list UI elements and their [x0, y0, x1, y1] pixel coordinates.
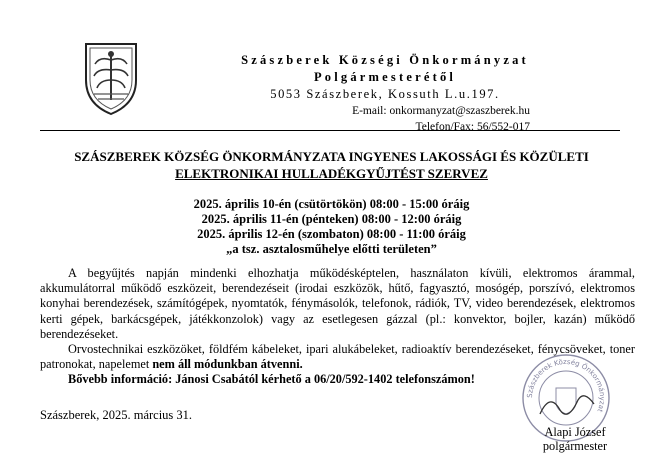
date-line: 2025. április 10-én (csütörtökön) 08:00 - 15:00 óráig [193, 197, 470, 211]
signer-name: Alapi József [544, 425, 606, 439]
email-line: E-mail: onkormanyzat@szaszberek.hu [352, 105, 530, 117]
location-line: „a tsz. asztalosműhelye előtti területen” [226, 242, 437, 256]
coat-of-arms-logo [80, 38, 142, 118]
announcement-title [0, 148, 663, 182]
contact-info: Bővebb információ: Jánosi Csabától kérhető a 06/20/592-1402 telefonszámon! [68, 372, 475, 387]
org-subtitle: Polgármesterétől [313, 70, 457, 84]
stamp-text: Szászberek Község Önkormányzat [525, 357, 607, 414]
rejected-items-text: Orvostechnikai eszközöket, földfém kábeleket, ipari alukábeleket, radioaktív berendezéseket, fénycsöveket, toner patronokat, napelemet [40, 342, 635, 372]
org-name: Szászberek Községi Önkormányzat [241, 53, 529, 67]
collection-dates [0, 197, 663, 257]
header-divider [40, 130, 620, 131]
title-line-1: SZÁSZBEREK KÖZSÉG ÖNKORMÁNYZATA INGYENES LAKOSSÁGI ÉS KÖZÜLETI [74, 149, 589, 164]
phone-line: Telefon/Fax: 56/552-017 [415, 121, 530, 133]
place-date: Szászberek, 2025. március 31. [40, 408, 193, 422]
date-line: 2025. április 12-én (szombaton) 08:00 - 11:00 óráig [197, 227, 466, 241]
title-line-2: ELEKTRONIKAI HULLADÉKGYŰJTÉST SZERVEZ [175, 166, 488, 181]
signature-block [515, 425, 635, 453]
signer-title: polgármester [542, 439, 608, 453]
letterhead [150, 52, 620, 135]
date-line: 2025. április 11-én (pénteken) 08:00 - 12:00 óráig [201, 212, 462, 226]
org-address: 5053 Szászberek, Kossuth L.u.197. [270, 87, 500, 101]
rejected-items-notice: nem áll módunkban átvenni. [152, 357, 303, 372]
accepted-items-paragraph: A begyűjtés napján mindenki elhozhatja működésképtelen, használaton kívüli, elektromos árammal, akkumulátorral működő eszközeit, berendezéseit (irodai eszközök, hűtő, fagyasztó, mosógép, porszívó, elektromos konyhai berendezések, számítógépek, nyomtatók, fénymásolók, telefonok, rádiók, TV, video berendezések, elektromos kerti gépek, barkácsgépek, játékkonzolok) vagy az esetlegesen gázzal (pl.: konvektor, bojler, kazán) működő berendezéseket. [40, 266, 635, 341]
